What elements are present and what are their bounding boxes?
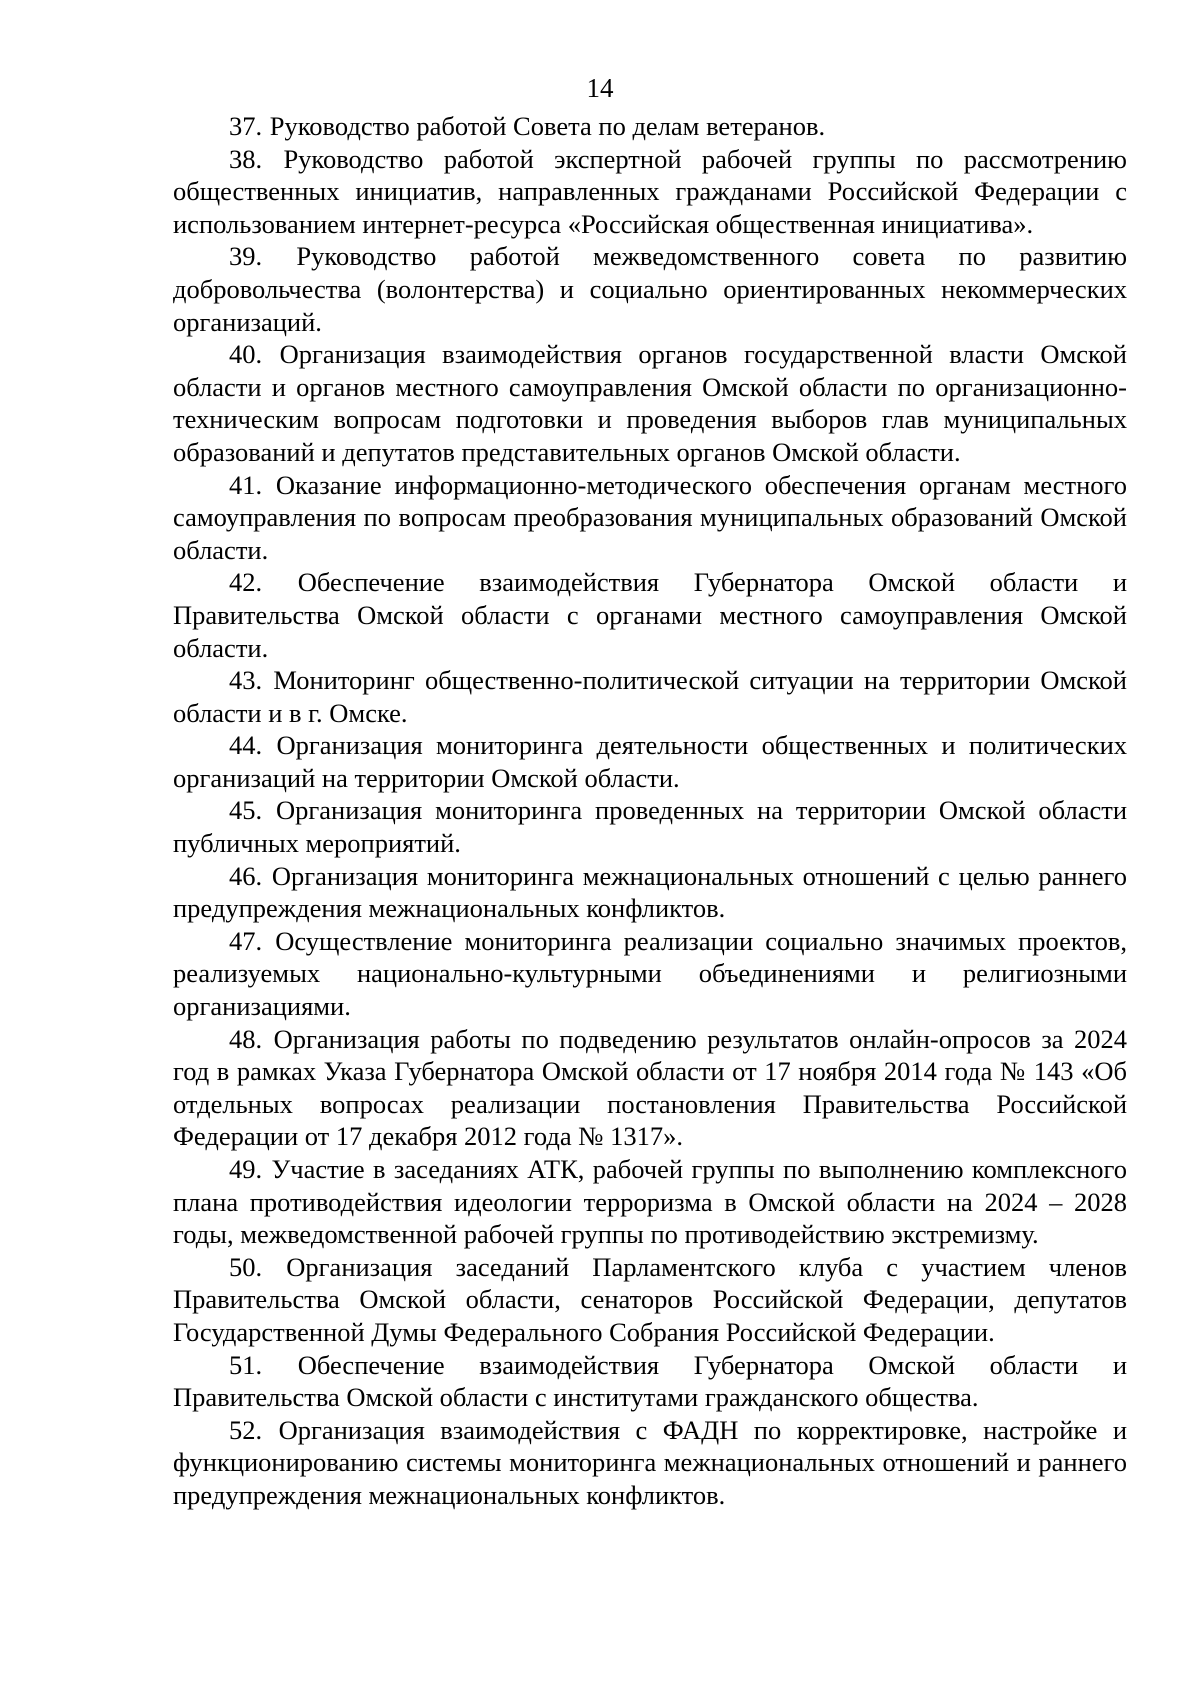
list-item: [173, 338, 1127, 468]
item-text: Руководство работой экспертной рабочей группы по рассмотрению общественных инициатив, направленных гражданами Российской Федерации с использованием интернет-ресурса «Российская общественная инициатива».: [173, 143, 1127, 239]
item-text: Мониторинг общественно-политической ситуации на территории Омской области и в г. Омске.: [173, 665, 1127, 728]
list-item: [173, 469, 1127, 567]
item-number: 40.: [229, 339, 263, 370]
item-number: 49.: [229, 1154, 263, 1184]
item-number: 39.: [229, 241, 263, 272]
item-text: Организация заседаний Парламентского клуба с участием членов Правительства Омской области, сенаторов Российской Федерации, депутатов Государственной Думы Федерального Собрания Российской Федерации.: [173, 1251, 1128, 1347]
item-text: Организация мониторинга деятельности общественных и политических организаций на территории Омской области.: [173, 730, 1128, 793]
document-body: [173, 110, 1127, 1512]
list-item: [173, 566, 1127, 664]
item-text: Оказание информационно-методического обеспечения органам местного самоуправления по вопросам преобразования муниципальных образований Омской области.: [173, 469, 1127, 565]
item-number: 37.: [229, 111, 263, 141]
item-number: 52.: [229, 1414, 263, 1445]
page-number: 14: [586, 73, 614, 103]
list-item: [173, 794, 1127, 859]
item-number: 42.: [229, 567, 263, 598]
item-number: 46.: [229, 860, 263, 891]
item-number: 43.: [229, 665, 263, 696]
item-text: Участие в заседаниях АТК, рабочей группы по выполнению комплексного плана противодействия идеологии терроризма в Омской области на 2024 – 2028 годы, межведомственной рабочей группы по противодействию экстремизму.: [173, 1154, 1128, 1250]
item-number: 38.: [229, 143, 263, 174]
list-item: [173, 729, 1127, 794]
item-number: 47.: [229, 925, 263, 956]
item-text: Организация взаимодействия органов государственной власти Омской области и органов местного самоуправления Омской области по организационно-техническим вопросам подготовки и проведения выборов глав муниципальных образований и депутатов представительных органов Омской области.: [173, 339, 1127, 467]
list-item: [173, 664, 1127, 729]
list-item: [173, 1251, 1127, 1349]
item-number: 50.: [229, 1251, 263, 1282]
item-text: Руководство работой межведомственного совета по развитию добровольчества (волонтерства) и социально ориентированных некоммерческих организаций.: [173, 241, 1128, 337]
list-item: [173, 143, 1127, 241]
item-number: 45.: [229, 795, 263, 826]
item-text: Организация работы по подведению результатов онлайн-опросов за 2024 год в рамках Указа Губернатора Омской области от 17 ноября 2014 года № 143 «Об отдельных вопросах реализации постановления Правительства Российской Федерации от 17 декабря 2012 года № 1317».: [173, 1023, 1127, 1152]
item-text: Обеспечение взаимодействия Губернатора Омской области и Правительства Омской области с органами местного самоуправления Омской области.: [173, 567, 1128, 663]
item-text: Организация мониторинга межнациональных отношений с целью раннего предупреждения межнациональных конфликтов.: [173, 860, 1127, 924]
list-item: [173, 110, 1127, 143]
list-item: [173, 925, 1127, 1023]
item-number: 51.: [229, 1349, 263, 1380]
item-text: Организация взаимодействия с ФАДН по корректировке, настройке и функционированию системы мониторинга межнациональных отношений и раннего предупреждения межнациональных конфликтов.: [173, 1414, 1128, 1510]
item-text: Осуществление мониторинга реализации социально значимых проектов, реализуемых национально-культурными объединениями и религиозными организациями.: [173, 925, 1128, 1022]
list-item: [173, 1349, 1127, 1414]
item-text: Обеспечение взаимодействия Губернатора Омской области и Правительства Омской области с институтами гражданского общества.: [173, 1349, 1128, 1413]
item-number: 48.: [229, 1023, 263, 1054]
list-item: [173, 1414, 1127, 1512]
list-item: [173, 860, 1127, 925]
list-item: [173, 240, 1127, 338]
item-text: Организация мониторинга проведенных на территории Омской области публичных мероприятий.: [173, 795, 1127, 859]
item-number: 44.: [229, 730, 263, 761]
item-text: Руководство работой Совета по делам ветеранов.: [269, 111, 826, 141]
list-item: [173, 1153, 1127, 1251]
item-number: 41.: [229, 469, 263, 500]
list-item: [173, 1023, 1127, 1153]
